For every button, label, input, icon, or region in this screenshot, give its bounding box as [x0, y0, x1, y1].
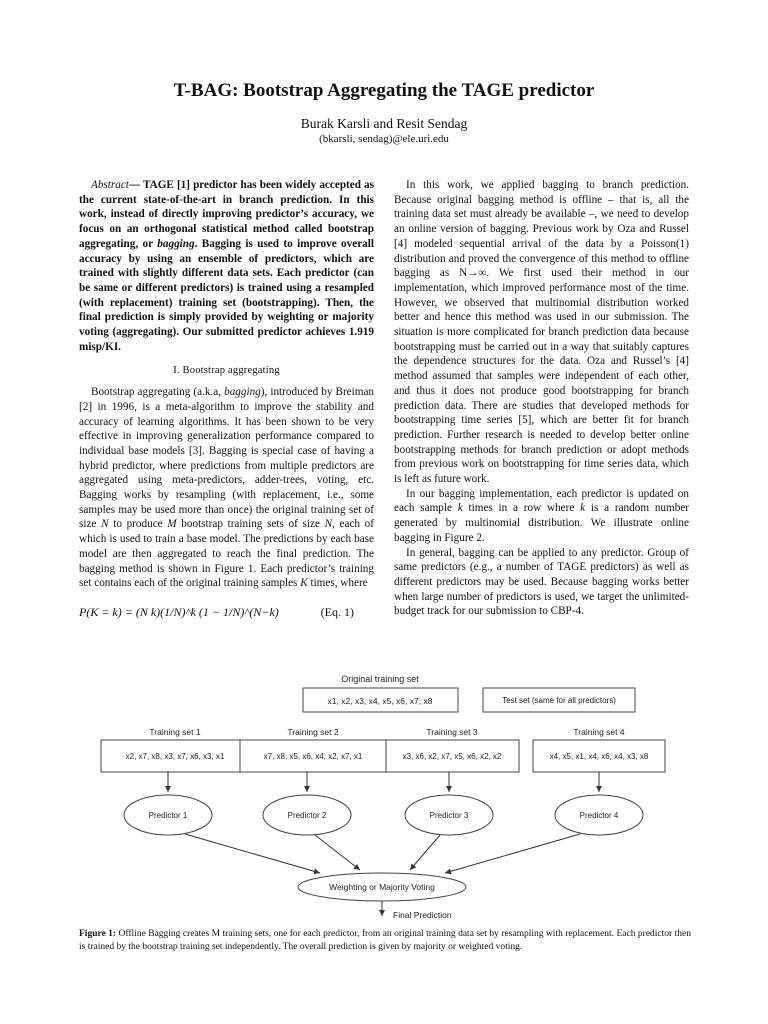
training-set-4-label: Training set 4 — [573, 727, 625, 737]
s1-text-b: ), introduced by Breiman [2] in 1996, is a meta-algorithm to improve the stability and accuracy of learning algorithms. It has been shown to be very effective in improving generalization performance compared to individual base models [3]. Bagging is special case of having a hybrid predictor, where predictions from multiple predictors are aggregated using meta-predictors, adder-trees, voting, etc. Bagging works by resampling (with replacement, i.e., some samples may be used more than once) the original training set of size — [79, 386, 375, 531]
s1-text-f: times, where — [307, 577, 368, 590]
arrow-p4-vote — [445, 834, 580, 873]
paragraph-2: In this work, we applied bagging to branch prediction. Because original bagging method is offline – that is, all the training data set must already be available –, we need to develop an online version of bagging. Previous work by Oza and Russel [4] modeled sequential arrival of the data by a Poisson(1) distribution and proved the convergence of this method to offline bagging as N→∞. We first used their method in our implementation, which improved performance most of the time. However, we observed that multinomial distribution worked better and hence this method was used in our submission. The situation is more complicated for branch prediction data because bootstrapping must be carried out in a way that suitably captures the dependence structures for the data. Oza and Russel’s [4] method assumed that samples were independent of each other, and thus it does not produce good bootstrapping for branch prediction data. There are studies that developed methods for bootstrapping time series [5], which are better fit for branch prediction. Further research is needed to develop better online bootstrapping methods for branch prediction or adopt methods from previous work on bootstrapping for time series data, which is left as future work. — [394, 179, 689, 486]
test-set-label: Test set (same for all predictors) — [502, 696, 616, 705]
original-set-label: Original training set — [341, 674, 419, 684]
left-column — [79, 178, 374, 620]
original-set-values: x1, x2, x3, x4, x5, x6, x7, x8 — [327, 696, 433, 706]
abstract — [79, 178, 374, 354]
predictor-3-label: Predictor 3 — [429, 811, 469, 820]
predictor-1-label: Predictor 1 — [148, 811, 188, 820]
arrow-p1-vote — [185, 834, 320, 873]
s1-N2: N — [324, 518, 333, 531]
abstract-text-2: . Bagging is used to improve overall accuracy by using an ensemble of predictors, which are trained with slightly different data sets. Each predictor (can be same or different predictors) is trained using a resampled (with replacement) training set (bootstrapping). Then, the final prediction is simply provided by weighting or majority voting (aggregating). Our submitted predictor achieves 1.919 misp/KI. — [79, 237, 374, 353]
s1-N: N — [101, 518, 109, 531]
abstract-lead: Abstract — [91, 179, 129, 191]
s1-text-d: bootstrap training sets of size — [176, 518, 325, 531]
training-set-2-label: Training set 2 — [287, 727, 339, 737]
s1-text-e: , each of which is used to train a base model. The predictions by each base model are then aggregated to reach the final prediction. The bagging method is shown in Figure 1. Each predictor’s training set contains each of the original training samples — [79, 518, 374, 590]
right-column — [394, 178, 689, 619]
author-email: (bkarsli, sendag)@ele.uri.edu — [319, 133, 449, 145]
training-set-3-label: Training set 3 — [426, 727, 478, 737]
figure-caption — [79, 928, 691, 953]
training-set-1-values: x2, x7, x8, x3, x7, x6, x3, x1 — [125, 752, 225, 761]
s1-K: K — [300, 577, 308, 590]
s1-bagging: bagging — [224, 386, 261, 399]
arrow-p3-vote — [410, 835, 440, 870]
caption-label: Figure 1: — [79, 929, 117, 939]
paragraph-3 — [394, 487, 689, 546]
voting-label: Weighting or Majority Voting — [329, 882, 435, 892]
training-set-3-values: x3, x6, x2, x7, x5, x6, x2, x2 — [402, 752, 502, 761]
p3-text-b: times in a row where — [462, 502, 581, 515]
s1-text-a: Bootstrap aggregating (a.k.a, — [91, 386, 225, 399]
training-set-2-values: x7, x8, x5, x6, x4, x2, x7, x1 — [263, 752, 363, 761]
abstract-text-1: TAGE [1] predictor has been widely accepted as the current state-of-the-art in branch prediction. In this work, instead of directly improving predictor’s accuracy, we focus on an orthogonal statistical method called bootstrap aggregating, or — [79, 179, 374, 250]
training-set-1-label: Training set 1 — [149, 727, 201, 737]
paper-title: T-BAG: Bootstrap Aggregating the TAGE predictor — [173, 80, 595, 101]
section1-paragraph — [79, 385, 374, 591]
s1-M: M — [167, 518, 177, 531]
abstract-bagging: bagging — [157, 237, 195, 250]
training-set-4-values: x4, x5, x1, x4, x6, x4, x3, x8 — [549, 752, 649, 761]
equation-row — [79, 605, 374, 620]
section-heading: I. Bootstrap aggregating — [173, 365, 280, 377]
s1-text-c: to produce — [108, 518, 168, 531]
figure-1 — [90, 668, 680, 923]
p3-k: k — [457, 502, 463, 515]
arrow-p2-vote — [315, 835, 360, 870]
paragraph-4: In general, bagging can be applied to any predictor. Group of same predictors (e.g., a number of TAGE predictors) as well as different predictors may be used. Because bagging works better when large number of predictors is used, we target the unlimited-budget track for our submission to CBP-4. — [394, 546, 689, 618]
equation: P(K = k) = (N k)(1/N)^k (1 − 1/N)^(N−k) — [79, 604, 279, 619]
authors: Burak Karsli and Resit Sendag — [300, 116, 468, 131]
final-prediction-label: Final Prediction — [393, 910, 452, 920]
bagging-diagram — [90, 668, 680, 923]
abstract-dash: — — [128, 179, 143, 191]
predictor-2-label: Predictor 2 — [287, 811, 327, 820]
equation-label: (Eq. 1) — [320, 604, 354, 619]
predictor-4-label: Predictor 4 — [579, 811, 619, 820]
p3-text-c: is a random number generated by multinomial distribution. We illustrate online bagging in Figure 2. — [394, 502, 690, 544]
p3-k2: k — [580, 502, 586, 515]
p3-text-a: In our bagging implementation, each predictor is updated on each sample — [394, 487, 689, 515]
caption-text: Offline Bagging creates M training sets, one for each predictor, from an original training data set by resampling with replacement. Each predictor then is trained by the bootstrap training set independently. The overall prediction is given by majority or weighted voting. — [79, 929, 691, 952]
